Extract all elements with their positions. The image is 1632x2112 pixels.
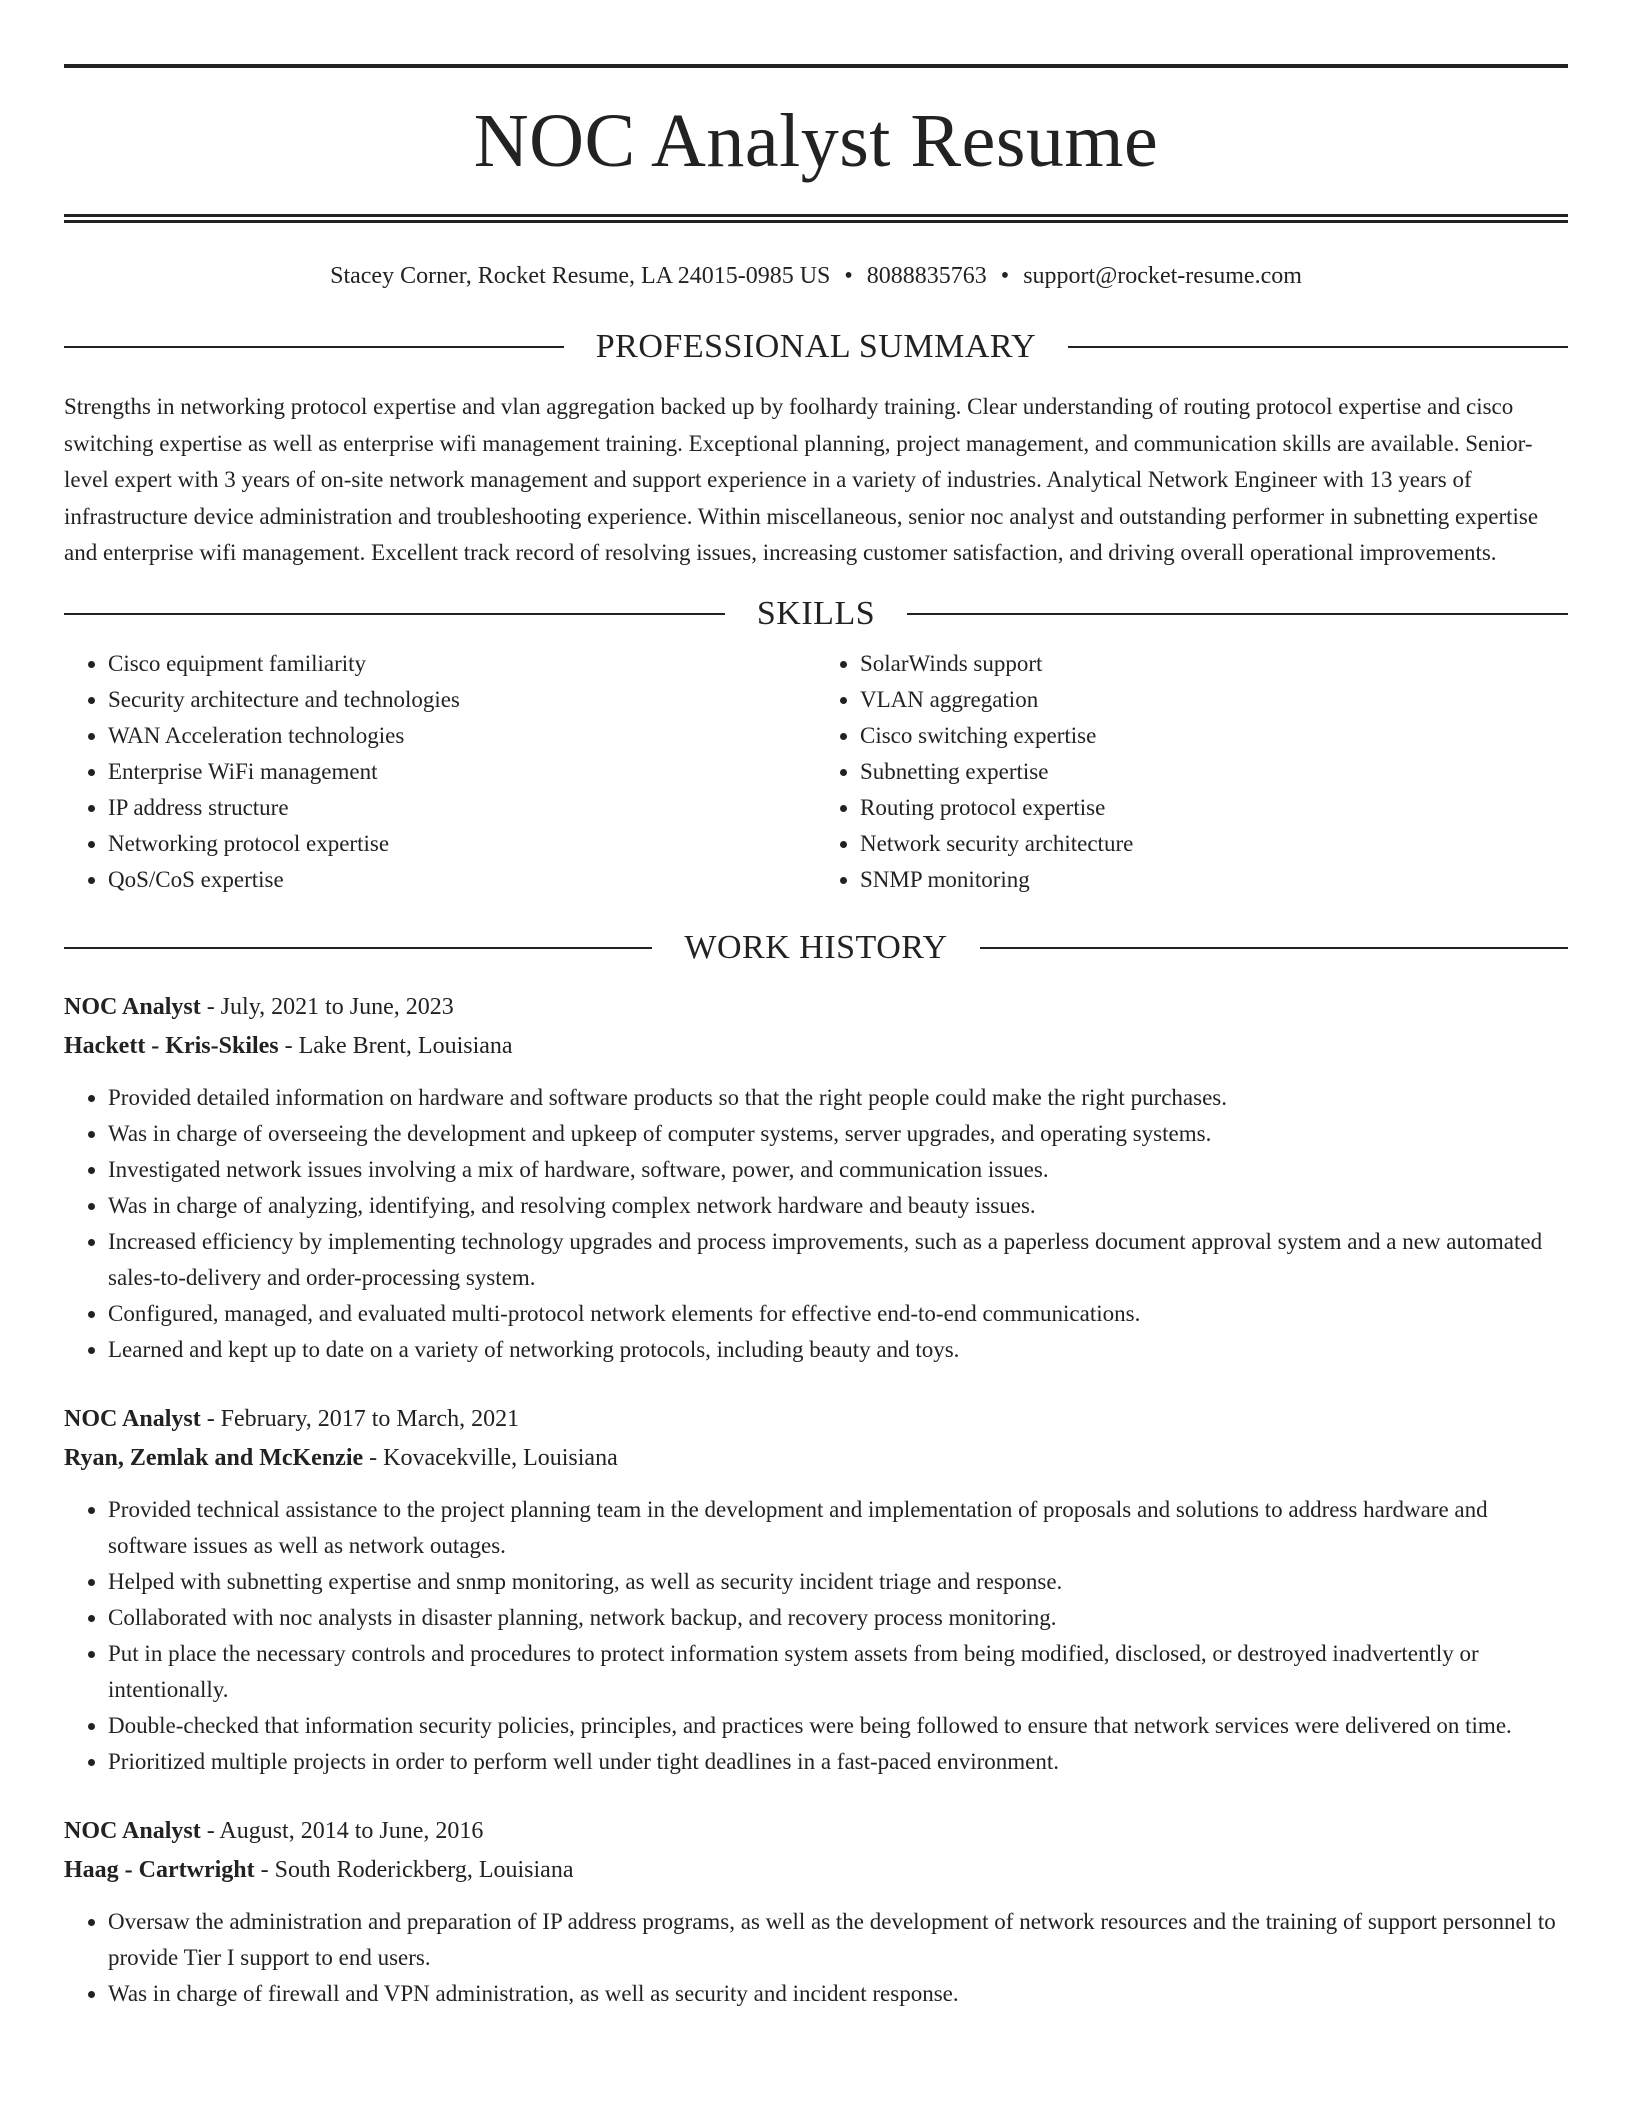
divider [64, 346, 564, 348]
job-role: NOC Analyst [64, 1817, 201, 1844]
section-title: SKILLS [756, 594, 876, 632]
job-bullet: • Provided technical assistance to the project planning team in the development and implementation of proposals and solutions to address hardware and software issues as well as network outages. [108, 1492, 1568, 1564]
section-title: PROFESSIONAL SUMMARY [595, 328, 1037, 365]
job-location: - South Roderickberg, Louisiana [254, 1856, 574, 1883]
job-title-line [64, 1400, 1568, 1439]
job-company: Haag - Cartwright [64, 1856, 255, 1883]
job-bullets [64, 1080, 1568, 1368]
job-company-line [64, 1439, 1568, 1478]
job-bullet: • Increased efficiency by implementing technology upgrades and process improvements, such as a paperless document approval system and a new automated sales-to-delivery and order-processing system. [108, 1224, 1568, 1296]
job-bullet: • Double-checked that information security policies, principles, and practices were being followed to ensure that network services were delivered on time. [108, 1708, 1568, 1744]
contact-phone: 8088835763 [866, 263, 987, 289]
job-bullet: • Oversaw the administration and preparation of IP address programs, as well as the development of network resources and the training of support personnel to provide Tier I support to end users. [108, 1904, 1568, 1976]
skill-item: • WAN Acceleration technologies [108, 718, 816, 754]
job-bullet: • Learned and kept up to date on a variety of networking protocols, including beauty and toys. [108, 1332, 1568, 1368]
contact-line [64, 261, 1568, 291]
title-double-rule [64, 214, 1568, 223]
divider [64, 613, 725, 615]
job-company-line [64, 1027, 1568, 1066]
job-title-line [64, 988, 1568, 1027]
divider [980, 947, 1568, 949]
work-section-heading [64, 928, 1568, 968]
job-bullet: • Collaborated with noc analysts in disaster planning, network backup, and recovery process monitoring. [108, 1600, 1568, 1636]
job-bullet: • Put in place the necessary controls and procedures to protect information system assets from being modified, disclosed, or destroyed inadvertently or intentionally. [108, 1636, 1568, 1708]
job-bullet: • Prioritized multiple projects in order to perform well under tight deadlines in a fast-paced environment. [108, 1744, 1568, 1780]
job-company: Hackett - Kris-Skiles [64, 1032, 279, 1059]
skill-item: • Cisco equipment familiarity [108, 646, 816, 682]
skill-item: • Routing protocol expertise [860, 790, 1568, 826]
skill-item: • QoS/CoS expertise [108, 862, 816, 898]
job-bullet: • Helped with subnetting expertise and snmp monitoring, as well as security incident triage and response. [108, 1564, 1568, 1600]
skills-list [64, 646, 1568, 898]
work-history-list [64, 988, 1568, 2012]
job-company: Ryan, Zemlak and McKenzie [64, 1444, 364, 1471]
job-bullets [64, 1492, 1568, 1780]
job-entry [64, 1400, 1568, 1780]
job-company-line [64, 1851, 1568, 1890]
job-bullet: • Provided detailed information on hardware and software products so that the right people could make the right purchases. [108, 1080, 1568, 1116]
page-title: NOC Analyst Resume [473, 99, 1159, 183]
job-role: NOC Analyst [64, 1405, 201, 1432]
job-bullets [64, 1904, 1568, 2012]
job-title-line [64, 1812, 1568, 1851]
contact-separator: • [1000, 263, 1010, 289]
skill-item: • VLAN aggregation [860, 682, 1568, 718]
divider [1068, 346, 1568, 348]
job-role: NOC Analyst [64, 993, 201, 1020]
contact-email: support@rocket-resume.com [1023, 263, 1302, 289]
skill-item: • Security architecture and technologies [108, 682, 816, 718]
skill-item: • Network security architecture [860, 826, 1568, 862]
job-bullet: • Was in charge of overseeing the development and upkeep of computer systems, server upgrades, and operating systems. [108, 1116, 1568, 1152]
job-location: - Kovacekville, Louisiana [363, 1444, 618, 1471]
job-bullet: • Was in charge of firewall and VPN administration, as well as security and incident response. [108, 1976, 1568, 2012]
skill-item: • Cisco switching expertise [860, 718, 1568, 754]
skills-column-right [816, 646, 1568, 898]
section-title: WORK HISTORY [684, 928, 948, 966]
skill-item: • Enterprise WiFi management [108, 754, 816, 790]
skill-item: • Networking protocol expertise [108, 826, 816, 862]
contact-separator: • [844, 263, 853, 289]
job-bullet: • Investigated network issues involving a mix of hardware, software, power, and communication issues. [108, 1152, 1568, 1188]
divider [907, 613, 1568, 615]
divider [64, 947, 652, 949]
job-entry [64, 988, 1568, 1368]
summary-text: Strengths in networking protocol expertise and vlan aggregation backed up by foolhardy training. Clear understanding of routing protocol expertise and cisco switching expertise as well as enterprise wifi management training. Exceptional planning, project management, and communication skills are available. Senior-level expert with 3 years of on-site network management and support experience in a variety of industries. Analytical Network Engineer with 13 years of infrastructure device administration and troubleshooting experience. Within miscellaneous, senior noc analyst and outstanding performer in subnetting expertise and enterprise wifi management. Excellent track record of resolving issues, increasing customer satisfaction, and driving overall operational improvements. [64, 394, 1539, 565]
job-bullet: • Configured, managed, and evaluated multi-protocol network elements for effective end-to-end communications. [108, 1296, 1568, 1332]
job-location: - Lake Brent, Louisiana [278, 1032, 513, 1059]
skill-item: • IP address structure [108, 790, 816, 826]
job-bullet: • Was in charge of analyzing, identifying, and resolving complex network hardware and beauty issues. [108, 1188, 1568, 1224]
skill-item: • SolarWinds support [860, 646, 1568, 682]
job-entry [64, 1812, 1568, 2012]
skills-section-heading [64, 594, 1568, 634]
contact-address: Stacey Corner, Rocket Resume, LA 24015-0985 US [330, 263, 831, 289]
job-dates: - August, 2014 to June, 2016 [200, 1817, 484, 1844]
skill-item: • SNMP monitoring [860, 862, 1568, 898]
top-rule [64, 64, 1568, 68]
summary-section-heading [64, 327, 1568, 367]
resume-page [64, 0, 1568, 2012]
skill-item: • Subnetting expertise [860, 754, 1568, 790]
skills-column-left [64, 646, 816, 898]
job-dates: - February, 2017 to March, 2021 [200, 1405, 520, 1432]
job-dates: - July, 2021 to June, 2023 [200, 993, 454, 1020]
